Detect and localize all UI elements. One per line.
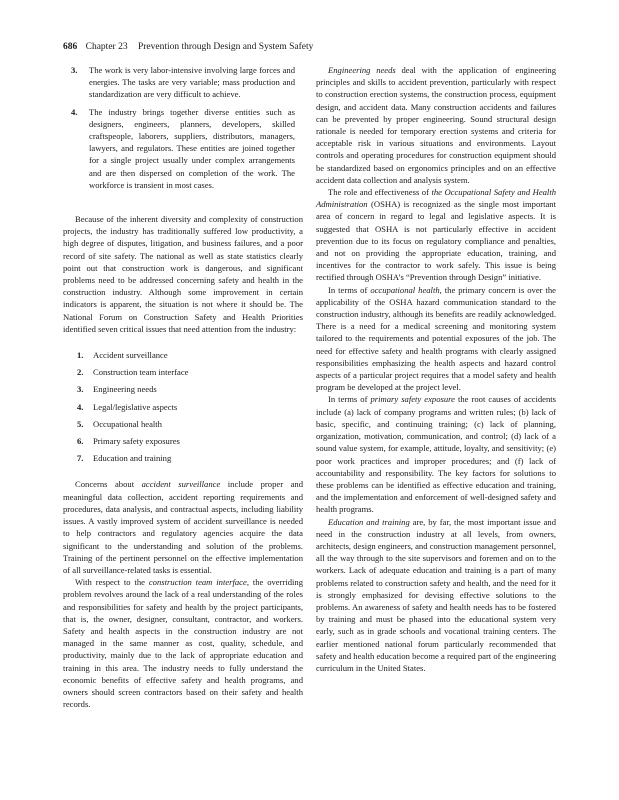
left-column bbox=[63, 64, 303, 710]
list-text: Construction team interface bbox=[93, 367, 189, 378]
emphasis-text: the Occupational Safety and Health Administration bbox=[316, 187, 556, 210]
text-run: In terms of bbox=[328, 284, 371, 295]
page-number: 686 bbox=[63, 42, 78, 52]
text-run: With respect to the bbox=[75, 577, 149, 588]
list-text: Engineering needs bbox=[93, 384, 157, 395]
text-run: Concerns about bbox=[75, 479, 142, 490]
list-item bbox=[77, 349, 303, 361]
list-number: 1. bbox=[77, 350, 84, 361]
list-item bbox=[77, 435, 303, 447]
list-text: The work is very labor-intensive involving large forces and energies. The tasks are very variable; mass production and standardization are very difficult to achieve. bbox=[89, 65, 295, 100]
text-run: (OSHA) is recognized as the single most important area of concern in regard to legal and legislative aspects. It is suggested that OSHA is not particularly effective in accident prevention due to its focus on regulatory compliance and penalties, and not on providing the appropriate education, training, and incentives for the contractor to work safely. This issue is being rectified through OSHA’s “Prevention through Design” initiative. bbox=[316, 199, 556, 283]
list-item bbox=[71, 106, 295, 191]
list-item bbox=[77, 418, 303, 430]
right-column bbox=[316, 64, 556, 674]
text-run: the root causes of accidents include (a) lack of company programs and written rules; (b) lack of basic, specific, and continuing training; (c) lack of planning, organization, motivation, communication, and control; (d) lack of a sound value system, for example, attitude, loyalty, and sensitivity; (e) poor work practices and improper procedures; and (f) lack of accountability and responsibility. The key factors for solutions to these problems can be identified as effective education and training, and the implementation and enforcement of well-designed safety and health programs. bbox=[316, 394, 556, 515]
list-number: 5. bbox=[77, 418, 84, 429]
emphasis-text: Engineering needs bbox=[328, 65, 396, 75]
list-item bbox=[77, 401, 303, 413]
list-text: Education and training bbox=[93, 453, 172, 464]
emphasis-text: primary safety exposure bbox=[370, 394, 455, 405]
list-item bbox=[71, 64, 295, 101]
paragraph bbox=[316, 284, 556, 394]
list-text: Primary safety exposures bbox=[93, 436, 180, 447]
emphasis-text: occupational health bbox=[370, 284, 440, 295]
list-text: The industry brings together diverse entities such as designers, engineers, planners, developers, skilled craftspeople, laborers, suppliers, distributors, managers, lawyers, and regulators. These entities are joined together for a single project usually under complex arrangements and are then dispersed on completion of the work. The workforce is transient in most cases. bbox=[89, 106, 295, 190]
list-item bbox=[77, 366, 303, 378]
text-run: , the overriding problem revolves around the lack of a real understanding of the roles and responsibilities for safety and health by the project participants, that is, the owner, designer, consultant, contractor, and workers. Safety and health aspects in the construction industry are not managed in the same manner as cost, quality, schedule, and productivity, mainly due to the lack of appropriate education and training in this area. The industry needs to fully understand the economic benefits of effective safety and health programs, and owners should screen contractors based on their safety and health records. bbox=[63, 577, 303, 710]
chapter-label: Chapter 23 bbox=[85, 42, 128, 52]
emphasis-text: accident surveillance bbox=[141, 479, 221, 490]
list-text: Occupational health bbox=[93, 418, 162, 429]
list-text: Legal/legislative aspects bbox=[93, 401, 178, 412]
text-run: are, by far, the most important issue and need in the construction industry at all levels, from owners, architects, design engineers, and construction management personnel, all the way through to the site supervisors and foremen and on to the workers. Lack of adequate education and training is a part of many problems related to construction safety and health, and the need for it is strongly emphasized for devising effective solutions to the problems. An awareness of safety and health needs has to be fostered by training and must be phased into the educational system very early, such as in grade schools and vocational training centers. The earlier mentioned national forum particularly recommended that safety and health education become a required part of the engineering curriculum in the United States. bbox=[316, 516, 556, 673]
list-item bbox=[77, 383, 303, 395]
emphasis-text: construction team interface bbox=[148, 577, 247, 588]
list-number: 4. bbox=[71, 106, 78, 117]
emphasis-text: Education and training bbox=[328, 516, 410, 527]
list-number: 3. bbox=[77, 384, 84, 395]
text-run: , the primary concern is over the applicability of the OSHA hazard communication standard to the construction industry, although its benefits are readily acknowledged. There is a need for a medical screening and monitoring system tailored to the requirements and potential exposures of the job. The need for effective safety and health programs with clearly assigned responsibilities emphasizing the health aspects and hazard control aspects of a particular project requires that a model safety and health program be developed at the project level. bbox=[316, 284, 556, 393]
list-text: Accident surveillance bbox=[93, 350, 168, 361]
paragraph bbox=[316, 393, 556, 515]
paragraph bbox=[63, 576, 303, 710]
paragraph bbox=[63, 478, 303, 576]
critical-issues-list bbox=[77, 349, 303, 464]
list-number: 7. bbox=[77, 453, 84, 464]
paragraph bbox=[316, 516, 556, 675]
text-run: The role and effectiveness of bbox=[328, 187, 432, 198]
text-run: deal with the application of engineering principles and skills to accident prevention, particularly with respect to construction erection systems, the construction process, equipment design, and accident data. Many construction accidents and failures can be prevented by proper engineering. Sound structural design rationale is needed for temporary erection systems and criteria for acceptable risk in various situations and environments. Layout controls and operating procedures for construction equipment should be standardized based on ergonomics principles and on an effective accident data collection and analysis system. bbox=[316, 65, 556, 185]
paragraph: Because of the inherent diversity and complexity of construction projects, the industry has traditionally suffered low productivity, a high degree of disputes, litigation, and business failures, and a poor record of site safety. The national as well as state statistics clearly point out that construction work is dangerous, and significant problems need to be addressed concerning safety and health in the construction industry. Although some improvement in certain indicators is apparent, the situation is not where it should be. The National Forum on Construction Safety and Health Priorities identified seven critical issues that need attention from the industry: bbox=[63, 214, 303, 334]
paragraph bbox=[316, 186, 556, 284]
text-run: include proper and meaningful data collection, accident reporting requirements and procedures, data analysis, and contractual aspects, including liability issues. A vastly improved system of accident surveillance is needed to help contractors and regulatory agencies acquire the data significant to the understanding and solution of the problems. Training of the pertinent personnel on the effective implementation of all surveillance-related tasks is essential. bbox=[63, 479, 303, 575]
paragraph bbox=[316, 64, 556, 186]
running-header bbox=[63, 42, 313, 52]
list-number: 2. bbox=[77, 367, 84, 378]
list-number: 3. bbox=[71, 65, 78, 75]
list-number: 4. bbox=[77, 401, 84, 412]
text-run: In terms of bbox=[328, 394, 371, 405]
list-item bbox=[77, 452, 303, 464]
characteristics-list bbox=[71, 64, 295, 191]
list-number: 6. bbox=[77, 436, 84, 447]
chapter-title: Prevention through Design and System Safety bbox=[137, 42, 314, 52]
